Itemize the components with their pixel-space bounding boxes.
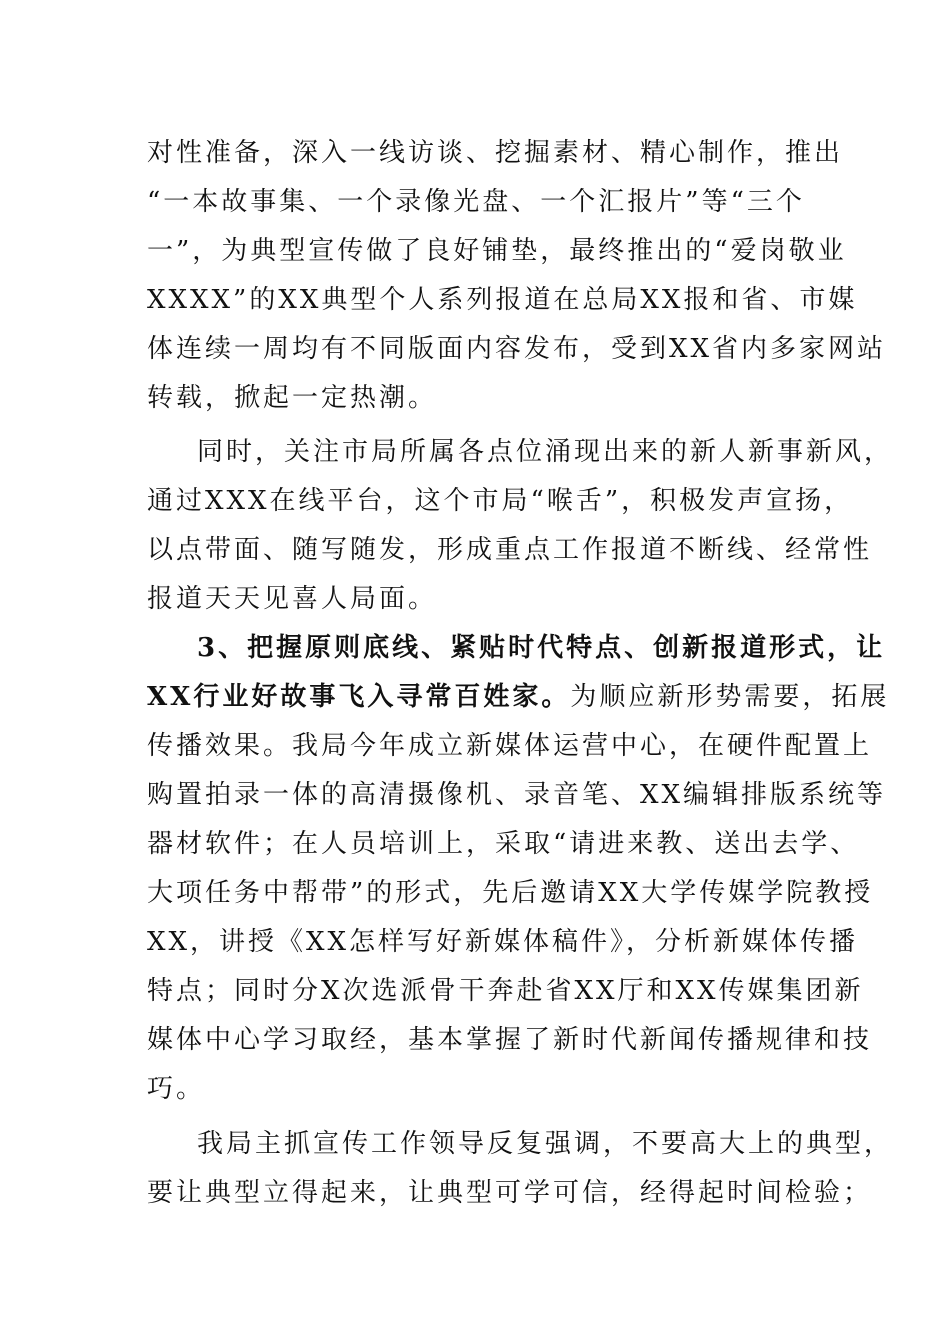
paragraph-line: 以点带面、随写随发，形成重点工作报道不断线、经常性 <box>147 535 873 565</box>
paragraph-line: XX，讲授《XX怎样写好新媒体稿件》，分析新媒体传播 <box>147 927 859 957</box>
paragraph-line: 转载，掀起一定热潮。 <box>147 383 438 413</box>
paragraph-line: 大项任务中帮带”的形式，先后邀请XX大学传媒学院教授 <box>147 878 874 908</box>
section-heading-end: XX行业好故事飞入寻常百姓家。 <box>147 682 571 712</box>
paragraph-line: 报道天天见喜人局面。 <box>147 584 438 614</box>
paragraph-line: XXXX”的XX典型个人系列报道在总局XX报和省、市媒 <box>147 285 858 315</box>
paragraph-line: 体连续一周均有不同版面内容发布，受到XX省内多家网站 <box>147 334 887 364</box>
paragraph-line: 特点；同时分X次选派骨干奔赴省XX厅和XX传媒集团新 <box>147 976 864 1006</box>
paragraph-line: 要让典型立得起来，让典型可学可信，经得起时间检验； <box>147 1178 873 1208</box>
paragraph-line: “一本故事集、一个录像光盘、一个汇报片”等“三个 <box>147 187 805 217</box>
paragraph-text: 为顺应新形势需要，拓展 <box>570 682 890 712</box>
paragraph-line: 一”，为典型宣传做了良好铺垫，最终推出的“爱岗敬业 <box>147 236 847 266</box>
paragraph-line: 巧。 <box>147 1074 206 1104</box>
paragraph-line: 传播效果。我局今年成立新媒体运营中心，在硬件配置上 <box>147 731 873 761</box>
paragraph-line: 我局主抓宣传工作领导反复强调，不要高大上的典型， <box>197 1129 894 1159</box>
paragraph-line: 器材软件；在人员培训上，采取“请进来教、送出去学、 <box>147 829 860 859</box>
paragraph-line: 同时，关注市局所属各点位涌现出来的新人新事新风， <box>197 437 894 467</box>
paragraph-line: 通过XXX在线平台，这个市局“喉舌”，积极发声宣扬， <box>147 486 854 516</box>
paragraph-line: 购置拍录一体的高清摄像机、录音笔、XX编辑排版系统等 <box>147 780 887 810</box>
paragraph-line: 对性准备，深入一线访谈、挖掘素材、精心制作，推出 <box>147 138 844 168</box>
heading-continuation-line <box>147 677 889 717</box>
paragraph-line: 媒体中心学习取经，基本掌握了新时代新闻传播规律和技 <box>147 1025 873 1055</box>
section-heading: 3、把握原则底线、紧贴时代特点、创新报道形式，让 <box>197 633 886 663</box>
